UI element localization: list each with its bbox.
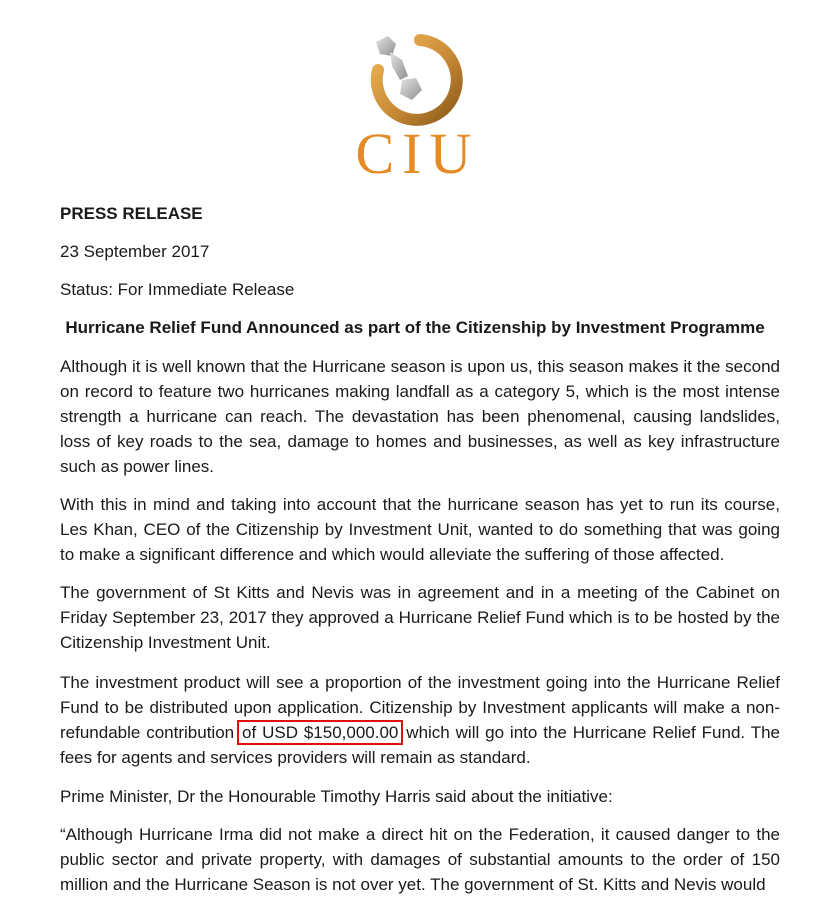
- paragraph-5: Prime Minister, Dr the Honourable Timothy Harris said about the initiative:: [60, 787, 613, 806]
- ciu-logo-text: CIU: [355, 121, 480, 186]
- paragraph-2: With this in mind and taking into account that the hurricane season has yet to run its course, Les Khan, CEO of the Citizenship by Investment Unit, wanted to do something that was going to make a significant difference and which would alleviate the suffering of those affected.: [60, 495, 780, 564]
- paragraph-4-text-after: which will go into the Hurricane Relief Fund. The fees for agents and services providers will remain as standard.: [60, 723, 780, 767]
- ciu-logo-ring-islands-icon: [350, 30, 485, 130]
- ciu-logo: [350, 30, 485, 186]
- contribution-amount-highlight: of USD $150,000.00: [242, 723, 399, 742]
- press-release-label: PRESS RELEASE: [60, 204, 203, 223]
- release-status: Status: For Immediate Release: [60, 280, 295, 299]
- headline: Hurricane Relief Fund Announced as part of the Citizenship by Investment Programme: [65, 318, 765, 337]
- paragraph-3: The government of St Kitts and Nevis was in agreement and in a meeting of the Cabinet on Friday September 23, 2017 they approved a Hurricane Relief Fund which is to be hosted by the Citizenship Investment Unit.: [60, 583, 780, 652]
- paragraph-4: [60, 670, 780, 770]
- paragraph-1: Although it is well known that the Hurricane season is upon us, this season makes it the second on record to feature two hurricanes making landfall as a category 5, which is the most intense strength a hurricane can reach. The devastation has been phenomenal, causing landslides, loss of key roads to the sea, damage to homes and businesses, as well as key infrastructure such as power lines.: [60, 357, 780, 476]
- paragraph-6-quote: “Although Hurricane Irma did not make a direct hit on the Federation, it caused danger to the public sector and private property, with damages of substantial amounts to the order of 150 million and the Hurricane Season is not over yet. The government of St. Kitts and Nevis would: [60, 825, 780, 894]
- paragraph-4-text-before: The investment product will see a proportion of the investment going into the Hurricane Relief Fund to be distributed upon application. Citizenship by Investment applicants will make a non-refundable contribution: [60, 673, 780, 742]
- release-date: 23 September 2017: [60, 242, 210, 261]
